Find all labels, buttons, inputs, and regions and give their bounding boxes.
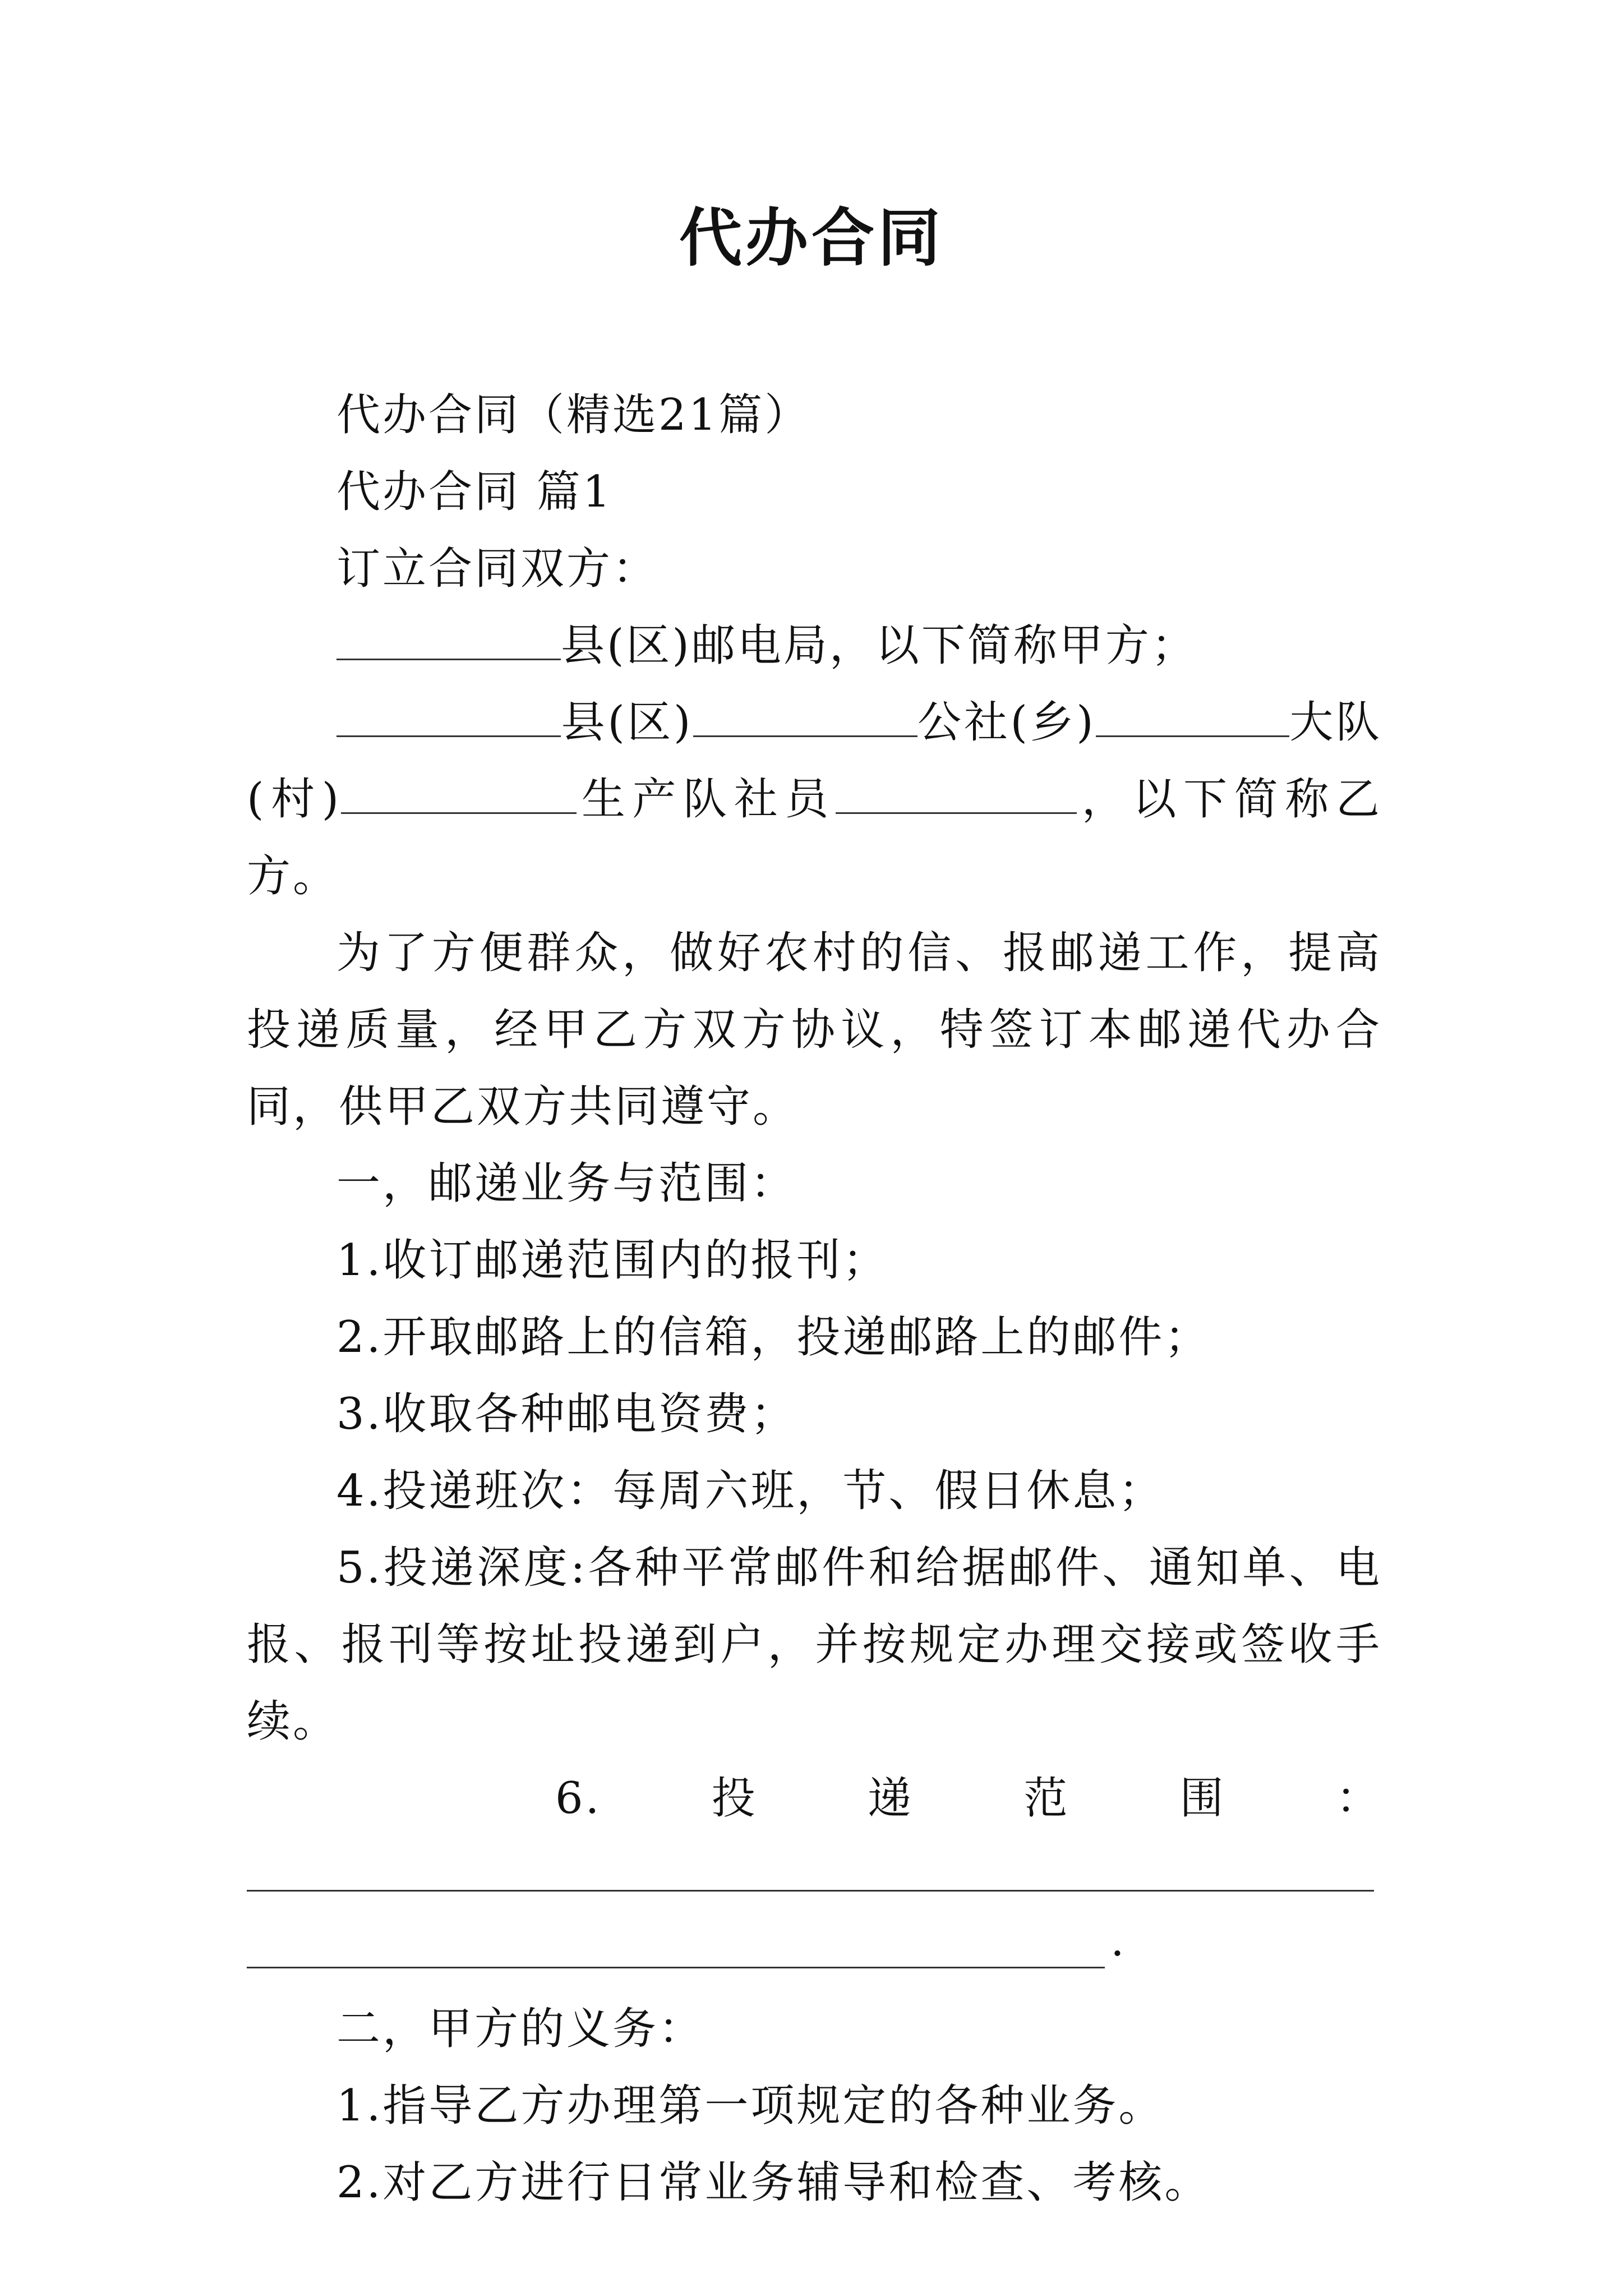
- blank-field: [336, 625, 561, 660]
- purpose-paragraph: 为了方便群众，做好农村的信、报邮递工作，提高投递质量，经甲乙方双方协议，特签订本邮递代办合同，供甲乙双方共同遵守。: [247, 928, 1382, 1132]
- party-b-brigade: 大队: [1289, 697, 1382, 748]
- party-a-line: [247, 608, 1382, 684]
- parties-intro: 订立合同双方：: [336, 544, 659, 594]
- document-title: 代办合同: [679, 201, 944, 275]
- part-heading: 代办合同 篇1: [336, 467, 613, 517]
- blank-field: [336, 702, 561, 737]
- item-6-char: 投: [711, 1773, 758, 1824]
- blank-field: [836, 779, 1077, 814]
- section-2-item-2: 2.对乙方进行日常业务辅导和检查、考核。: [336, 2157, 1211, 2208]
- item-6-char: 递: [868, 1773, 914, 1824]
- section-1-item-1: 1.收订邮递范围内的报刊；: [336, 1235, 889, 1286]
- section-1-item-2: 2.开取邮路上的信箱，投递邮路上的邮件；: [336, 1312, 1211, 1363]
- section-1-item-3: 3.收取各种邮电资费；: [336, 1389, 797, 1439]
- blank-field: [1096, 702, 1289, 737]
- blank-field: [693, 702, 917, 737]
- section-1-item-4: 4.投递班次：每周六班，节、假日休息；: [336, 1466, 1165, 1516]
- document-body: [247, 377, 1382, 2221]
- underline: [247, 1890, 1374, 1892]
- party-b-line: [247, 684, 1382, 915]
- party-b-county: 县(区): [561, 697, 693, 748]
- item-6-char: 6.: [555, 1773, 602, 1824]
- blank-rule-line: [247, 1837, 1382, 1914]
- party-b-text: ，以下简称乙方。: [247, 774, 1382, 901]
- section-1-item-6: [247, 1760, 1382, 1837]
- item-6-char: 围: [1179, 1773, 1226, 1824]
- section-1-item-5: 5.投递深度:各种平常邮件和给据邮件、通知单、电报、报刊等按址投递到户，并按规定办理交接或签收手续。: [247, 1543, 1382, 1747]
- party-b-village: (村): [247, 774, 342, 825]
- party-b-commune: 公社(乡): [917, 697, 1096, 748]
- line-end-period: .: [1110, 1916, 1127, 1966]
- section-1-title: 一，邮递业务与范围：: [336, 1158, 797, 1209]
- section-2-title: 二，甲方的义务：: [336, 2004, 705, 2054]
- item-6-char: ：: [1335, 1773, 1382, 1824]
- blank-field: [341, 779, 577, 814]
- underline: [247, 1967, 1105, 1968]
- blank-rule-line: [247, 1914, 1382, 1991]
- section-2-item-1: 1.指导乙方办理第一项规定的各种业务。: [336, 2081, 1165, 2131]
- party-a-text: 县(区)邮电局，以下简称甲方；: [561, 620, 1197, 671]
- collection-heading: 代办合同（精选21篇）: [336, 390, 811, 440]
- item-6-char: 范: [1023, 1773, 1070, 1824]
- party-b-team: 生产队社员: [577, 774, 836, 825]
